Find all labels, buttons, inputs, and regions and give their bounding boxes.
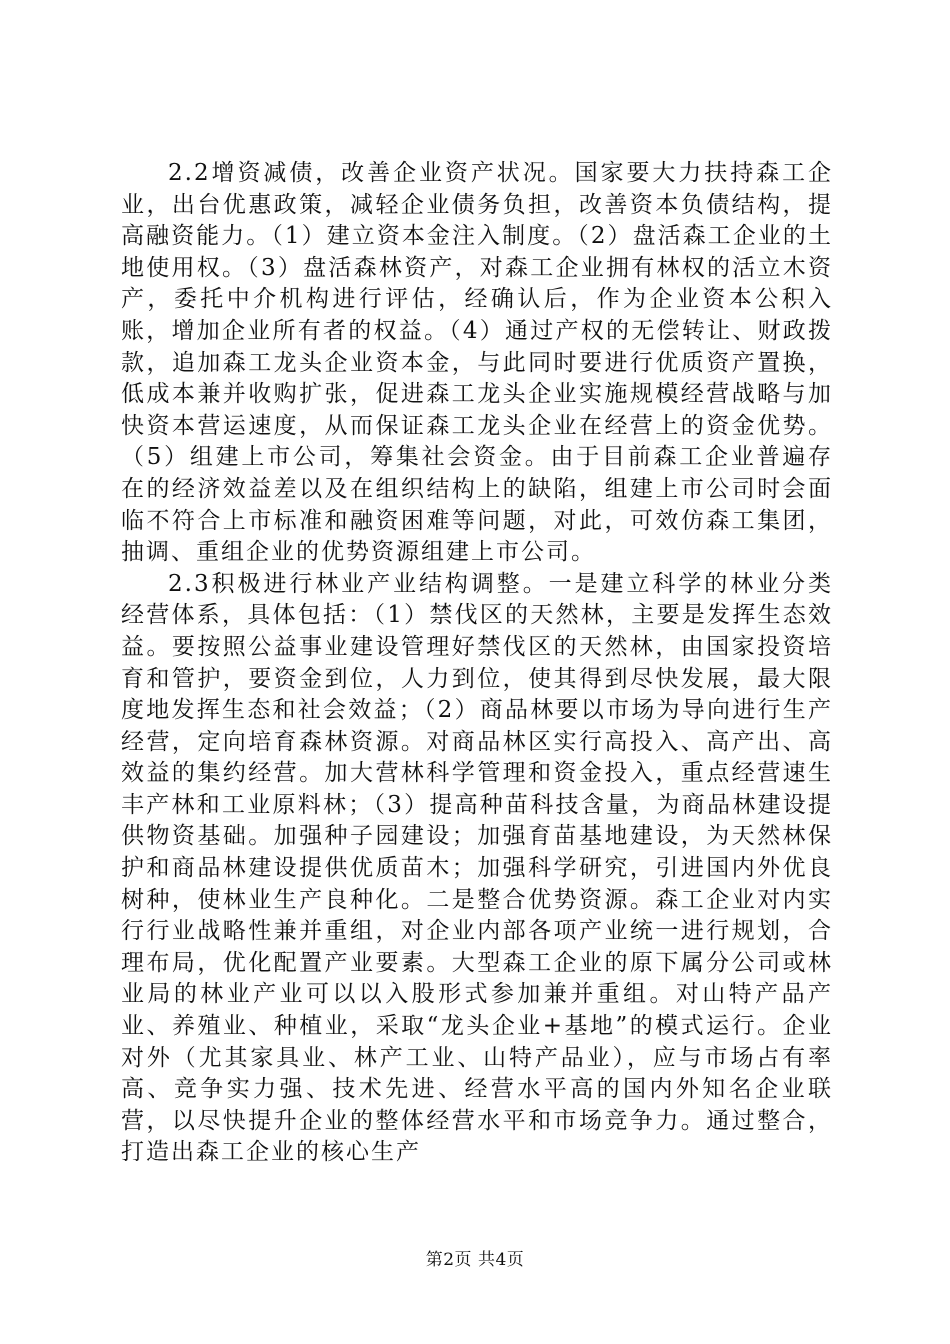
paragraph-2-3: 2.3积极进行林业产业结构调整。一是建立科学的林业分类经营体系，具体包括：（1）禁伐区的天然林，主要是发挥生态效益。要按照公益事业建设管理好禁伐区的天然林，由国家投资培育和管护，要资金到位，人力到位，使其得到尽快发展，最大限度地发挥生态和社会效益；（2）商品林要以市场为导向进行生产经营，定向培育森林资源。对商品林区实行高投入、高产出、高效益的集约经营。加大营林科学管理和资金投入，重点经营速生丰产林和工业原料林；（3）提高种苗科技含量，为商品林建设提供物资基础。加强种子园建设；加强育苗基地建设，为天然林保护和商品林建设提供优质苗木；加强科学研究，引进国内外优良树种，使林业生产良种化。二是整合优势资源。森工企业对内实行行业战略性兼并重组，对企业内部各项产业统一进行规划，合理布局，优化配置产业要素。大型森工企业的原下属分公司或林业局的林业产业可以以入股形式参加兼并重组。对山特产品产业、养殖业、种植业，采取“龙头企业+基地”的模式运行。企业对外（尤其家具业、林产工业、山特产品业），应与市场占有率高、竞争实力强、技术先进、经营水平高的国内外知名企业联营，以尽快提升企业的整体经营水平和市场竞争力。通过整合，打造出森工企业的核心生产	[121, 570, 833, 1166]
document-body	[121, 158, 833, 1169]
paragraph-2-2: 2.2增资减债，改善企业资产状况。国家要大力扶持森工企业，出台优惠政策，减轻企业债务负担，改善资本负债结构，提高融资能力。（1）建立资本金注入制度。（2）盘活森工企业的土地使用权。（3）盘活森林资产，对森工企业拥有林权的活立木资产，委托中介机构进行评估，经确认后，作为企业资本公积入账，增加企业所有者的权益。（4）通过产权的无偿转让、财政拨款，追加森工龙头企业资本金，与此同时要进行优质资产置换，低成本兼并收购扩张，促进森工龙头企业实施规模经营战略与加快资本营运速度，从而保证森工龙头企业在经营上的资金优势。（5）组建上市公司，筹集社会资金。由于目前森工企业普遍存在的经济效益差以及在组织结构上的缺陷，组建上市公司时会面临不符合上市标准和融资困难等问题，对此，可效仿森工集团，抽调、重组企业的优势资源组建上市公司。	[121, 160, 833, 566]
page-number-footer: 第2页 共4页	[425, 1250, 525, 1270]
